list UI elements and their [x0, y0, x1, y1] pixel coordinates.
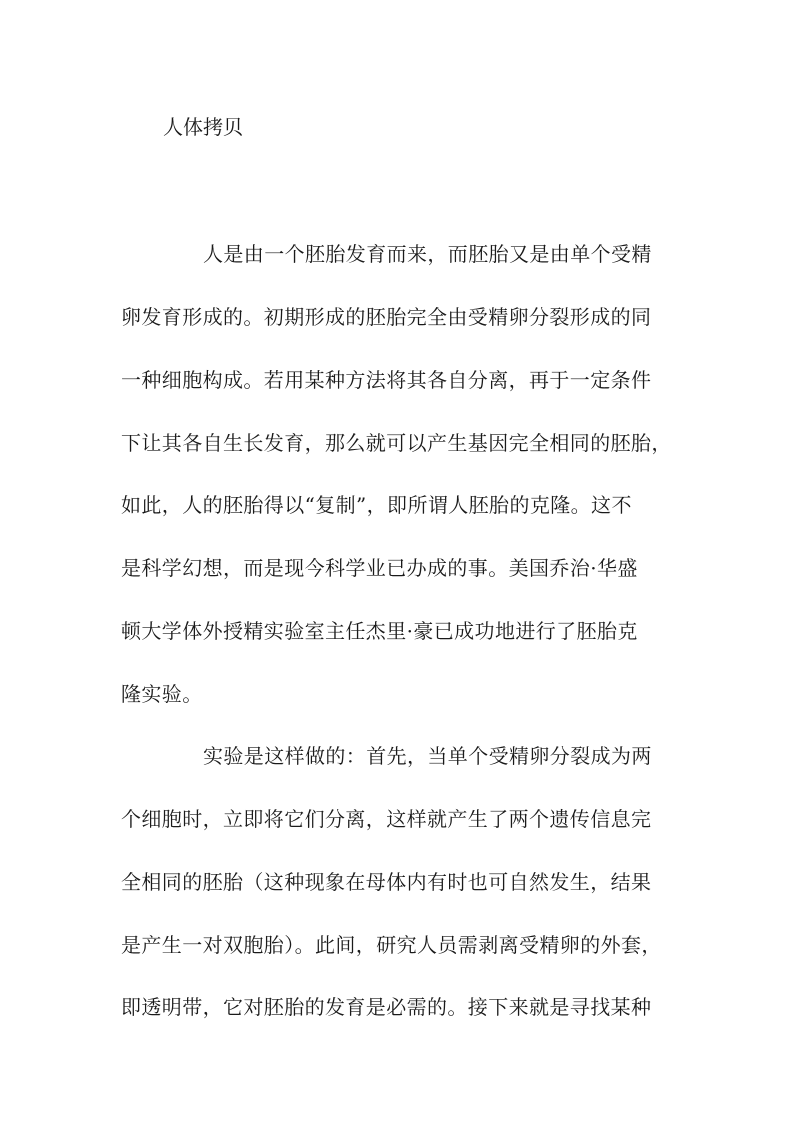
text-line: 卵发育形成的。初期形成的胚胎完全由受精卵分裂形成的同 [121, 305, 652, 329]
text-line: 个细胞时，立即将它们分离，这样就产生了两个遗传信息完 [121, 807, 652, 831]
text-line: 隆实验。 [121, 682, 203, 706]
text-line: 是产生一对双胞胎）。此间，研究人员需剥离受精卵的外套， [121, 933, 662, 957]
text-line: 如此，人的胚胎得以“复制”，即所谓人胚胎的克隆。这不 [121, 493, 632, 517]
document-title: 人体拷贝 [163, 115, 243, 139]
text-line: 即透明带，它对胚胎的发育是必需的。接下来就是寻找某种 [121, 995, 652, 1019]
text-line: 顿大学体外授精实验室主任杰里·豪已成功地进行了胚胎克 [121, 619, 638, 643]
text-line: 是科学幻想，而是现今科学业已办成的事。美国乔治·华盛 [121, 556, 638, 580]
text-line: 全相同的胚胎（这种现象在母体内有时也可自然发生，结果 [121, 870, 652, 894]
text-line: 一种细胞构成。若用某种方法将其各自分离，再于一定条件 [121, 368, 652, 392]
text-line: 下让其各自生长发育，那么就可以产生基因完全相同的胚胎， [121, 431, 672, 455]
text-line: 人是由一个胚胎发育而来，而胚胎又是由单个受精 [203, 242, 652, 266]
text-line: 实验是这样做的：首先，当单个受精卵分裂成为两 [203, 744, 652, 768]
